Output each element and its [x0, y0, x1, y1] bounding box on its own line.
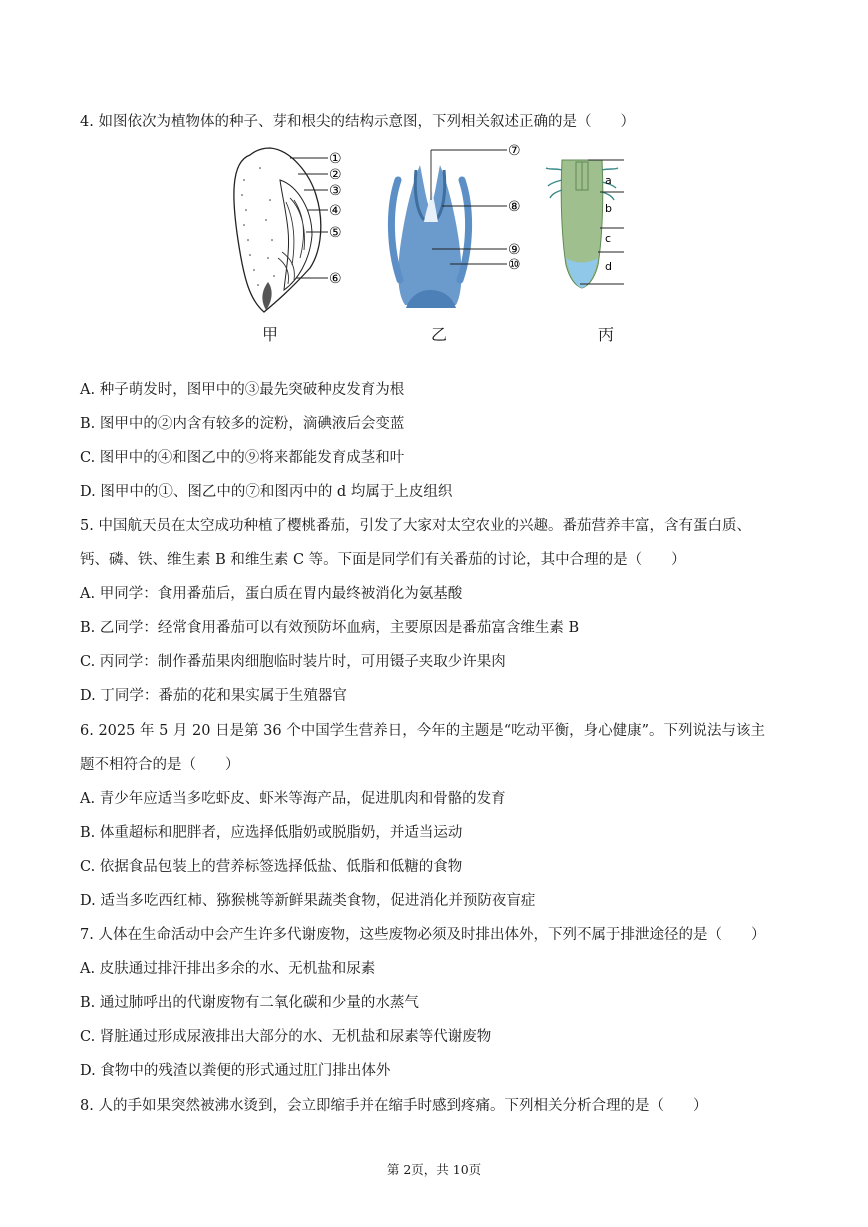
root-label-b: b	[605, 202, 612, 215]
q5-option-b: B. 乙同学：经常食用番茄可以有效预防坏血病，主要原因是番茄富含维生素 B	[80, 620, 580, 636]
q6-option-d: D. 适当多吃西红柿、猕猴桃等新鲜果蔬类食物，促进消化并预防夜盲症	[80, 893, 536, 909]
q7-option-c: C. 肾脏通过形成尿液排出大部分的水、无机盐和尿素等代谢废物	[80, 1029, 492, 1045]
root-label-c: c	[605, 232, 612, 245]
q4-option-a: A. 种子萌发时，图甲中的③最先突破种皮发育为根	[80, 382, 405, 398]
q7-option-a: A. 皮肤通过排汗排出多余的水、无机盐和尿素	[80, 961, 376, 977]
page-footer: 第 2页，共 10页	[386, 1162, 482, 1177]
q6-option-a: A. 青少年应适当多吃虾皮、虾米等海产品，促进肌肉和骨骼的发育	[80, 791, 506, 807]
bud-diagram	[391, 143, 520, 308]
q6-stem-line2: 题不相符合的是（ ）	[80, 757, 240, 773]
q6-option-b: B. 体重超标和肥胖者，应选择低脂奶或脱脂奶，并适当运动	[80, 825, 463, 841]
q5-stem-line2: 钙、磷、铁、维生素 B 和维生素 C 等。下面是同学们有关番茄的讨论，其中合理的是（ ）	[80, 552, 686, 568]
seed-label-4: ④	[329, 203, 342, 219]
root-label-d: d	[605, 260, 612, 273]
seed-diagram	[234, 148, 342, 312]
q4-stem: 4. 如图依次为植物体的种子、芽和根尖的结构示意图，下列相关叙述正确的是（ ）	[80, 114, 635, 130]
q5-stem-line1: 5. 中国航天员在太空成功种植了樱桃番茄，引发了大家对太空农业的兴趣。番茄营养丰富，含有蛋白质、	[80, 518, 751, 534]
q7-stem: 7. 人体在生命活动中会产生许多代谢废物，这些废物必须及时排出体外，下列不属于排泄途径的是（ ）	[80, 927, 766, 943]
plant-structures-diagram	[220, 140, 640, 350]
seed-label-3: ③	[329, 183, 342, 199]
caption-yi: 乙	[431, 325, 448, 344]
q7-option-d: D. 食物中的残渣以粪便的形式通过肛门排出体外	[80, 1063, 391, 1079]
q8-stem: 8. 人的手如果突然被沸水烫到，会立即缩手并在缩手时感到疼痛。下列相关分析合理的是（ ）	[80, 1098, 708, 1114]
q4-option-c: C. 图甲中的④和图乙中的⑨将来都能发育成茎和叶	[80, 450, 405, 466]
root-label-a: a	[605, 174, 612, 187]
bud-label-9: ⑨	[508, 242, 521, 258]
seed-label-1: ①	[329, 151, 342, 167]
q4-option-b: B. 图甲中的②内含有较多的淀粉，滴碘液后会变蓝	[80, 416, 405, 432]
q5-option-a: A. 甲同学：食用番茄后，蛋白质在胃内最终被消化为氨基酸	[80, 586, 463, 602]
seed-label-6: ⑥	[329, 271, 342, 287]
q5-option-c: C. 丙同学：制作番茄果肉细胞临时装片时，可用镊子夹取少许果肉	[80, 654, 506, 670]
root-tip-diagram	[546, 160, 624, 288]
bud-label-7: ⑦	[508, 143, 521, 159]
q5-option-d: D. 丁同学：番茄的花和果实属于生殖器官	[80, 688, 347, 704]
caption-jia: 甲	[262, 325, 279, 344]
seed-label-5: ⑤	[329, 225, 342, 241]
q7-option-b: B. 通过肺呼出的代谢废物有二氧化碳和少量的水蒸气	[80, 995, 419, 1011]
bud-label-10: ⑩	[508, 257, 521, 273]
q4-figure	[220, 140, 640, 350]
q6-option-c: C. 依据食品包装上的营养标签选择低盐、低脂和低糖的食物	[80, 859, 463, 875]
seed-label-2: ②	[329, 167, 342, 183]
q6-stem-line1: 6. 2025 年 5 月 20 日是第 36 个中国学生营养日，今年的主题是“吃动平衡，身心健康”。下列说法与该主	[80, 723, 766, 739]
q4-option-d: D. 图甲中的①、图乙中的⑦和图丙中的 d 均属于上皮组织	[80, 484, 453, 500]
caption-bing: 丙	[598, 325, 615, 344]
bud-label-8: ⑧	[508, 199, 521, 215]
